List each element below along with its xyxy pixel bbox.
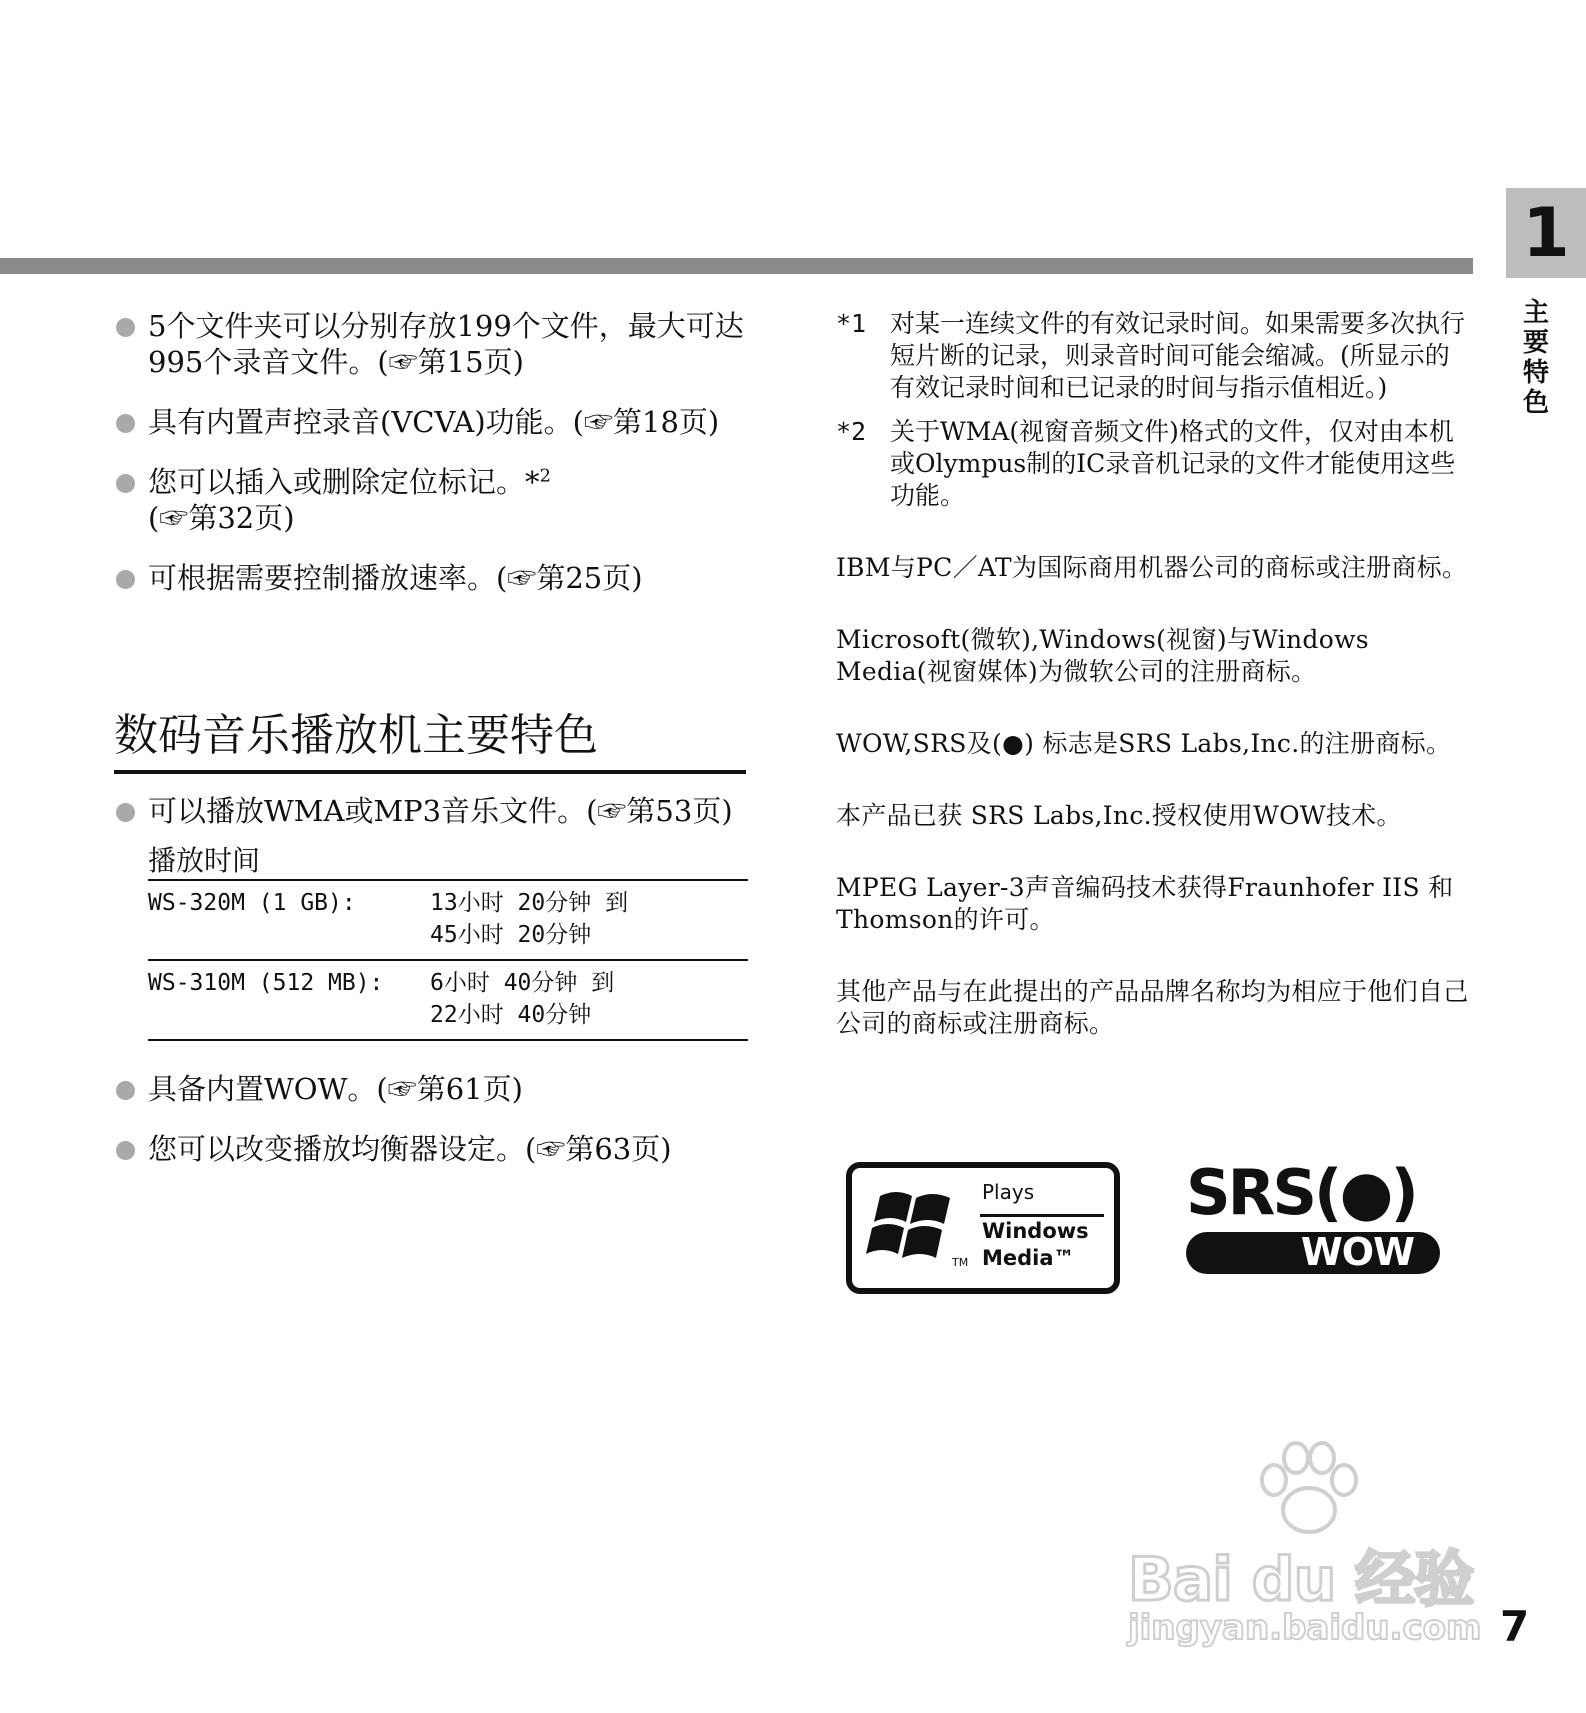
right-column	[836, 308, 1472, 1040]
bullet-icon	[116, 1081, 135, 1100]
trademark-text: 本产品已获 SRS Labs,Inc.授权使用WOW技术。	[836, 801, 1402, 830]
chapter-number: 1	[1522, 193, 1570, 273]
bullet-icon	[116, 474, 135, 493]
list-item: 5个文件夹可以分别存放199个文件，最大可达995个录音文件。(☞第15页)	[114, 308, 748, 380]
trademark-text: Microsoft(微软),Windows(视窗)与Windows Media(视窗媒体)为微软公司的注册商标。	[836, 625, 1369, 686]
playback-heading: 播放时间	[148, 844, 261, 877]
chapter-tab	[1506, 188, 1586, 278]
trademark-text: MPEG Layer-3声音编码技术获得Fraunhofer IIS 和Thomson的许可。	[836, 873, 1454, 934]
footnote: *2 关于WMA(视窗音频文件)格式的文件，仅对由本机或Olympus制的IC录音机记录的文件才能使用这些功能。	[836, 417, 1456, 510]
footnote: *1 对某一连续文件的有效记录时间。如果需要多次执行短片断的记录，则录音时间可能会缩减。(所显示的有效记录时间和已记录的时间与指示值相近。)	[836, 309, 1466, 402]
bullet-icon	[116, 803, 135, 822]
trademark-text: WOW,SRS及(●) 标志是SRS Labs,Inc.的注册商标。	[836, 729, 1452, 758]
bullet-icon	[116, 1141, 135, 1160]
bullet-icon	[116, 318, 135, 337]
table-row: WS-310M (512 MB): 6小时 40分钟 到 22小时 40分钟	[148, 961, 748, 1041]
list-item: 具备内置WOW。(☞第61页)	[114, 1071, 748, 1107]
section-title: 数码音乐播放机主要特色	[114, 708, 746, 774]
windows-flag-icon	[866, 1182, 962, 1270]
logo-divider	[980, 1214, 1104, 1217]
table-row: WS-320M (1 GB): 13小时 20分钟 到 45小时 20分钟	[148, 881, 748, 961]
logos	[846, 1156, 1446, 1292]
srs-wow-logo: SRS(●) WOW	[1186, 1164, 1442, 1284]
trademark-text: 其他产品与在此提出的产品品牌名称均为相应于他们自己公司的商标或注册商标。	[836, 977, 1469, 1038]
list-item: 具有内置声控录音(VCVA)功能。(☞第18页)	[114, 404, 748, 440]
trademark-text: IBM与PC／AT为国际商用机器公司的商标或注册商标。	[836, 553, 1468, 582]
list-item: 您可以改变播放均衡器设定。(☞第63页)	[114, 1131, 748, 1167]
list-item: 可根据需要控制播放速率。(☞第25页)	[114, 560, 748, 596]
list-item: 您可以插入或删除定位标记。*$^2$ (☞第32页)	[114, 464, 748, 536]
features-top-list	[114, 308, 748, 620]
baidu-watermark: Bai du 经验 jingyan.baidu.com	[1124, 1440, 1504, 1640]
list-item: 可以播放WMA或MP3音乐文件。(☞第53页)	[114, 793, 748, 829]
bullet-icon	[116, 414, 135, 433]
page-number: 7	[1500, 1602, 1530, 1651]
paw-icon	[1252, 1440, 1362, 1540]
playback-table	[148, 879, 748, 1041]
windows-media-logo: Plays Windows Media™ TM	[846, 1162, 1120, 1294]
bullet-icon	[116, 570, 135, 589]
chapter-label: 主要特色	[1522, 298, 1549, 418]
music-features	[114, 793, 748, 1191]
header-rule	[0, 258, 1473, 274]
